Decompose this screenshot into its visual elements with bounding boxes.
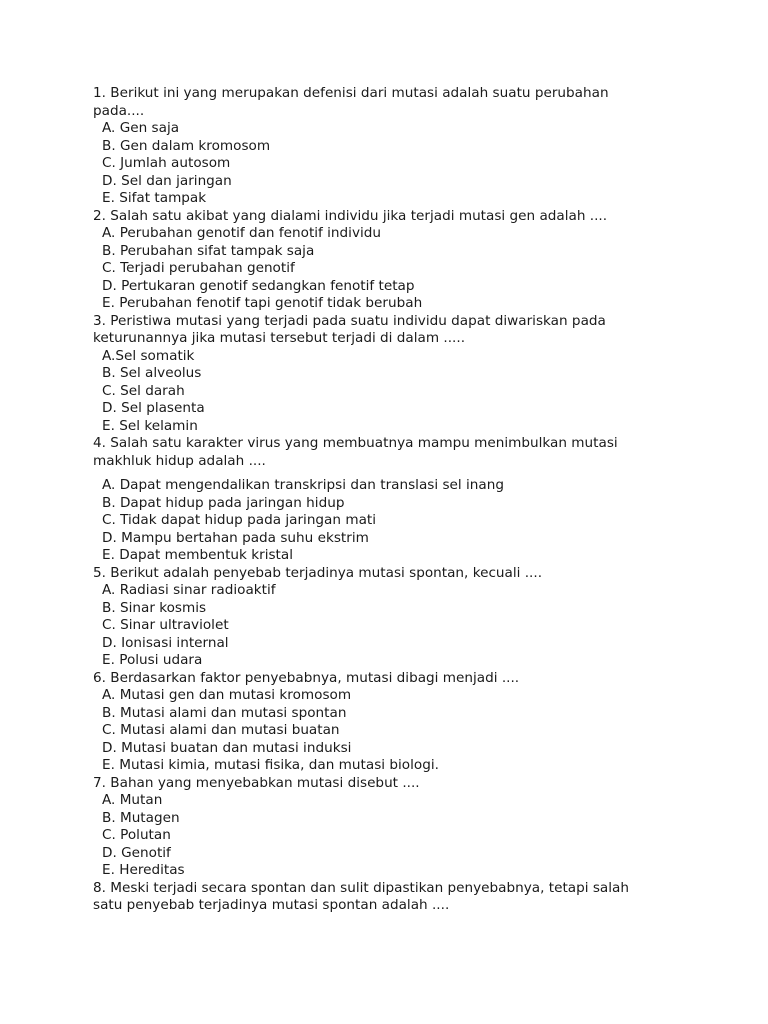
option-c: C. Mutasi alami dan mutasi buatan (102, 722, 340, 738)
option-d: D. Sel dan jaringan (102, 172, 232, 189)
question-2 (93, 208, 693, 313)
option-b: B. Mutagen (102, 809, 180, 826)
option-a: A. Perubahan genotif dan fenotif individu (102, 225, 382, 241)
option-c: C. Polutan (102, 827, 171, 843)
option-a: A. Dapat mengendalikan transkripsi dan translasi sel inang (102, 477, 504, 493)
question-8 (93, 880, 693, 915)
option-b: B. Sel alveolus (102, 365, 202, 381)
question-text: 1. Berikut ini yang merupakan defenisi dari mutasi adalah suatu perubahan (93, 85, 609, 101)
option-b: B. Dapat hidup pada jaringan hidup (102, 494, 345, 511)
option-c: C. Terjadi perubahan genotif (102, 260, 295, 276)
question-7 (93, 775, 693, 880)
spacer (93, 470, 693, 477)
option-a: A. Gen saja (102, 120, 180, 136)
option-d: D. Mampu bertahan pada suhu ekstrim (102, 529, 369, 546)
option-c: C. Tidak dapat hidup pada jaringan mati (102, 512, 377, 528)
option-d: D. Mutasi buatan dan mutasi induksi (102, 739, 352, 756)
question-6 (93, 670, 693, 775)
option-a: A. Radiasi sinar radioaktif (102, 582, 276, 598)
question-text: 4. Salah satu karakter virus yang membuatnya mampu menimbulkan mutasi (93, 435, 618, 451)
option-d: D. Pertukaran genotif sedangkan fenotif tetap (102, 277, 415, 294)
question-text: 6. Berdasarkan faktor penyebabnya, mutasi dibagi menjadi .... (93, 669, 520, 686)
question-text: 3. Peristiwa mutasi yang terjadi pada suatu individu dapat diwariskan pada (93, 312, 606, 329)
question-text: satu penyebab terjadinya mutasi spontan adalah .... (93, 897, 450, 913)
option-e: E. Sifat tampak (102, 190, 207, 206)
option-b: B. Sinar kosmis (102, 599, 207, 616)
question-text: makhluk hidup adalah .... (93, 452, 266, 469)
question-text: keturunannya jika mutasi tersebut terjadi di dalam ..... (93, 330, 466, 346)
question-5 (93, 565, 693, 670)
question-1 (93, 85, 693, 208)
question-text: 5. Berikut adalah penyebab terjadinya mutasi spontan, kecuali .... (93, 564, 543, 581)
option-a: A. Mutasi gen dan mutasi kromosom (102, 687, 352, 703)
option-b: B. Perubahan sifat tampak saja (102, 242, 315, 259)
question-text: pada.... (93, 102, 145, 119)
question-text: 7. Bahan yang menyebabkan mutasi disebut .... (93, 774, 420, 791)
option-e: E. Mutasi kimia, mutasi fisika, dan mutasi biologi. (102, 757, 439, 773)
option-e: E. Dapat membentuk kristal (102, 547, 293, 563)
option-a: A.Sel somatik (102, 347, 195, 364)
option-d: D. Genotif (102, 844, 171, 861)
option-d: D. Ionisasi internal (102, 634, 229, 651)
question-text: 2. Salah satu akibat yang dialami individu jika terjadi mutasi gen adalah .... (93, 207, 608, 224)
option-e: E. Polusi udara (102, 652, 203, 668)
question-text: 8. Meski terjadi secara spontan dan sulit dipastikan penyebabnya, tetapi salah (93, 879, 629, 896)
option-c: C. Jumlah autosom (102, 155, 231, 171)
option-b: B. Mutasi alami dan mutasi spontan (102, 704, 347, 721)
quiz-document (93, 85, 693, 915)
question-3 (93, 313, 693, 436)
option-b: B. Gen dalam kromosom (102, 137, 271, 154)
option-e: E. Perubahan fenotif tapi genotif tidak berubah (102, 295, 423, 311)
option-a: A. Mutan (102, 792, 163, 808)
option-e: E. Hereditas (102, 862, 185, 878)
option-e: E. Sel kelamin (102, 417, 198, 434)
option-c: C. Sel darah (102, 382, 185, 399)
option-d: D. Sel plasenta (102, 400, 205, 416)
question-4 (93, 435, 693, 565)
option-c: C. Sinar ultraviolet (102, 617, 229, 633)
